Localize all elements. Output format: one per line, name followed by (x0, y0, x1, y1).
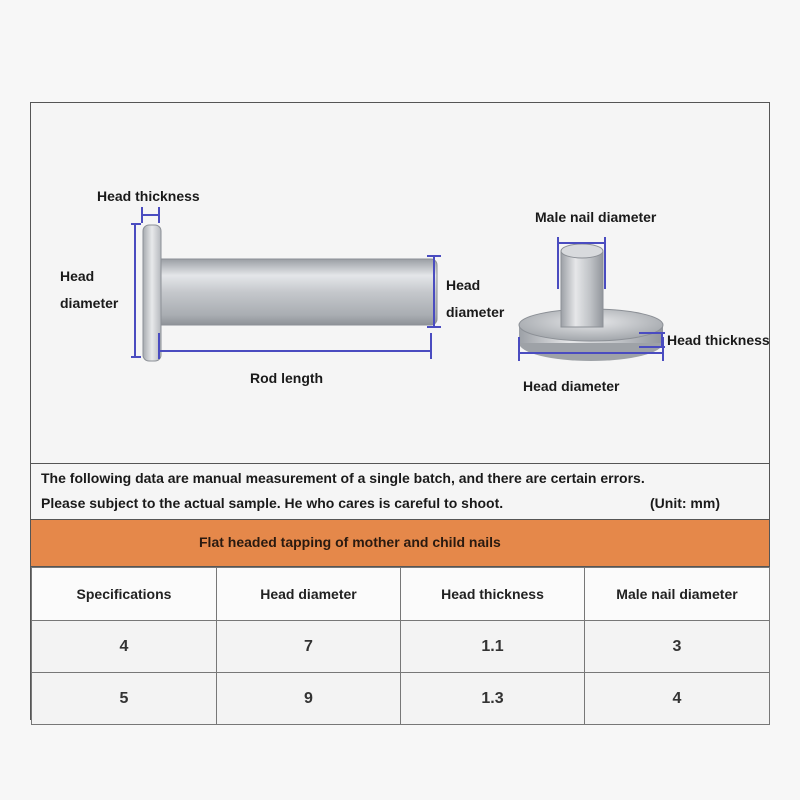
spec-table (31, 567, 770, 725)
short-nail-image (519, 244, 663, 361)
label-right-head-thickness: Head thickness (667, 332, 770, 348)
label-rod-length: Rod length (250, 370, 324, 386)
product-spec-panel (30, 102, 770, 720)
table-row (32, 673, 770, 725)
header-head-diameter: Head diameter (217, 568, 401, 621)
cell-head-diameter: 9 (217, 673, 401, 725)
cell-specification: 4 (32, 621, 217, 673)
product-title-banner (31, 519, 769, 567)
nail-diagram (31, 103, 771, 463)
table-row (32, 621, 770, 673)
cell-male-nail-diameter: 4 (585, 673, 770, 725)
label-right-head-diameter: Head diameter (523, 378, 620, 394)
label-rod-diameter-line2: diameter (446, 304, 505, 320)
label-male-nail-diameter: Male nail diameter (535, 209, 657, 225)
label-left-head-thickness: Head thickness (97, 188, 200, 204)
header-specifications: Specifications (32, 568, 217, 621)
note-line-1: The following data are manual measurement of a single batch, and there are certain errors. (41, 470, 645, 486)
label-left-head-diameter-line2: diameter (60, 295, 119, 311)
label-left-head-diameter-line1: Head (60, 268, 95, 284)
note-line-2: Please subject to the actual sample. He who cares is careful to shoot. (41, 495, 504, 511)
cell-head-thickness: 1.1 (401, 621, 585, 673)
header-male-nail-diameter: Male nail diameter (585, 568, 770, 621)
label-rod-diameter-line1: Head (446, 277, 481, 293)
cell-head-diameter: 7 (217, 621, 401, 673)
cell-male-nail-diameter: 3 (585, 621, 770, 673)
cell-specification: 5 (32, 673, 217, 725)
unit-label: (Unit: mm) (650, 495, 720, 511)
measurement-note (31, 463, 769, 520)
product-title: Flat headed tapping of mother and child nails (199, 534, 501, 550)
nail-illustration (31, 103, 771, 463)
table-header-row (32, 568, 770, 621)
cell-head-thickness: 1.3 (401, 673, 585, 725)
header-head-thickness: Head thickness (401, 568, 585, 621)
long-nail-image (143, 225, 437, 361)
